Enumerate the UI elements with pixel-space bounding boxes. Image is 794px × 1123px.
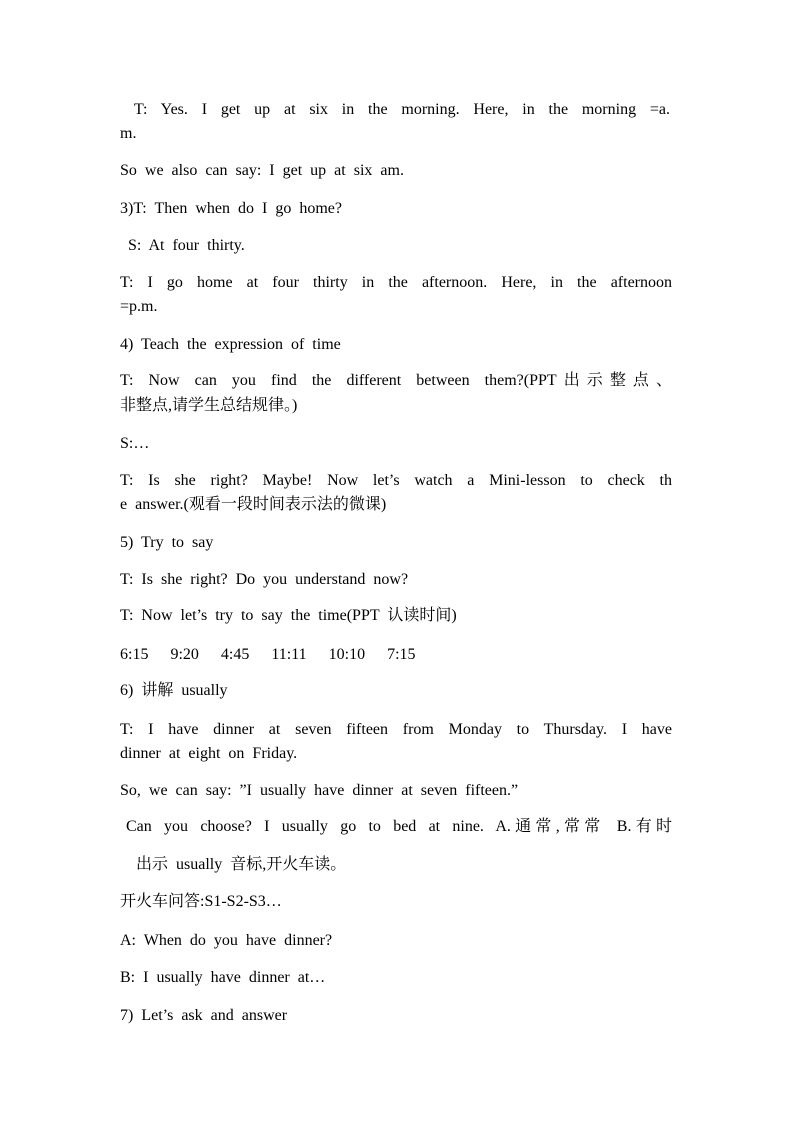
time-item: 6:15 (120, 646, 149, 663)
paragraph-line: 出示 usually 音标,开火车读。 (136, 856, 347, 873)
paragraph-line: 开火车问答:S1-S2-S3… (120, 893, 282, 910)
paragraph-line: T: Now let’s try to say the time(PPT 认读时间) (120, 607, 457, 624)
time-item: 4:45 (220, 646, 250, 663)
paragraph-line: T: Is she right? Maybe! Now let’s watch a Mini-lesson to check th (120, 472, 672, 489)
paragraph-line: S: At four thirty. (128, 237, 245, 254)
paragraph-line: T: I have dinner at seven fifteen from Monday to Thursday. I have (120, 721, 672, 738)
section-heading: 6) 讲解 usually (120, 682, 228, 699)
time-item: 7:15 (387, 646, 416, 663)
time-item: 10:10 (328, 646, 366, 663)
paragraph-line: =p.m. (120, 298, 158, 315)
paragraph-line: So, we can say: ”I usually have dinner at seven fifteen.” (120, 782, 519, 799)
paragraph-line: B: I usually have dinner at… (120, 969, 326, 986)
paragraph-line: T: Now can you find the different between them?(PPT出示整点、 (120, 372, 672, 389)
section-heading: 4) Teach the expression of time (120, 336, 341, 353)
time-item: 11:11 (271, 646, 307, 663)
section-heading: 5) Try to say (120, 534, 214, 551)
paragraph-line: 3)T: Then when do I go home? (120, 200, 342, 217)
paragraph-line: e answer.(观看一段时间表示法的微课) (120, 496, 387, 513)
paragraph-line: A: When do you have dinner? (120, 932, 333, 949)
paragraph-line: S:… (120, 435, 150, 452)
paragraph-line: Can you choose? I usually go to bed at nine. A.通常,常常 B.有时 (126, 818, 672, 835)
paragraph-line: T: I go home at four thirty in the afternoon. Here, in the afternoon (120, 274, 672, 291)
paragraph-line: 非整点,请学生总结规律。) (120, 397, 298, 414)
paragraph-line: So we also can say: I get up at six am. (120, 162, 404, 179)
time-item: 9:20 (170, 646, 199, 663)
paragraph-line: dinner at eight on Friday. (120, 745, 298, 762)
time-list (120, 643, 672, 667)
paragraph-line: T: Is she right? Do you understand now? (120, 571, 409, 588)
paragraph-line: T: Yes. I get up at six in the morning. Here, in the morning =a. (134, 101, 670, 118)
section-heading: 7) Let’s ask and answer (120, 1007, 288, 1024)
paragraph-line: m. (120, 125, 137, 142)
